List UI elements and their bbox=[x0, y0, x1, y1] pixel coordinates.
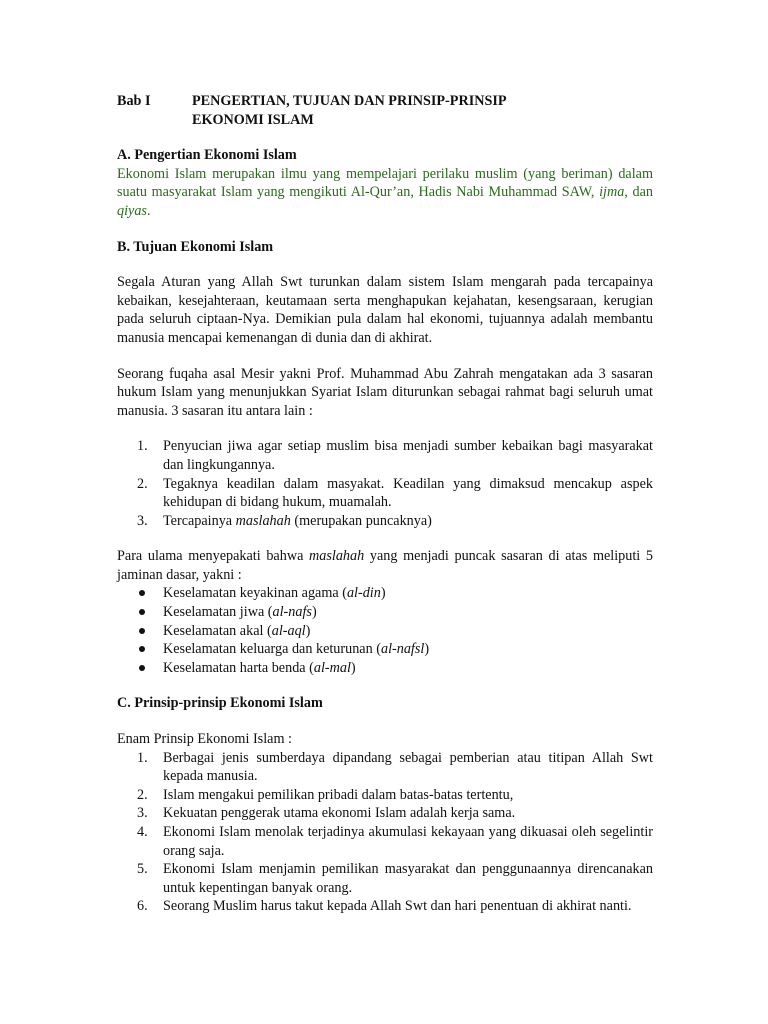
list-item bbox=[117, 786, 653, 805]
term-ijma: ijma bbox=[599, 184, 625, 201]
chapter-title bbox=[192, 92, 653, 129]
bullet-icon bbox=[139, 665, 145, 671]
bullet-pre: Keselamatan keluarga dan keturunan ( bbox=[163, 641, 381, 658]
bullet-icon bbox=[139, 628, 145, 634]
list-item bbox=[117, 804, 653, 823]
list-item bbox=[117, 749, 653, 786]
list-number: 2. bbox=[137, 475, 148, 492]
definition-text: Ekonomi Islam merupakan ilmu yang mempelajari perilaku muslim (yang beriman) dalam suatu masyarakat Islam yang mengikuti Al-Qur’an, Hadis Nabi Muhammad SAW, bbox=[117, 165, 653, 201]
jaminan-list bbox=[117, 584, 653, 677]
list-text: Seorang Muslim harus takut kepada Allah Swt dan hari penentuan di akhirat nanti. bbox=[163, 898, 632, 915]
term-maslahah: maslahah bbox=[235, 512, 291, 529]
bullet-icon bbox=[139, 590, 145, 596]
bullet-term: al-mal bbox=[313, 659, 351, 676]
para3-pre: Para ulama menyepakati bahwa bbox=[117, 548, 310, 565]
list-number: 4. bbox=[137, 824, 148, 840]
bullet-post: ) bbox=[305, 622, 311, 639]
list-text: Penyucian jiwa agar setiap muslim bisa menjadi sumber kebaikan bagi masyarakat dan lingkungannya. bbox=[163, 438, 653, 473]
bullet-term: al-nafs bbox=[272, 604, 312, 621]
bullet-post: ) bbox=[424, 641, 430, 658]
bullet-pre: Keselamatan akal ( bbox=[163, 622, 272, 639]
list-item bbox=[117, 512, 653, 531]
bullet-icon bbox=[139, 646, 145, 652]
bullet-term: al-nafsl bbox=[380, 641, 425, 658]
para3-post: yang menjadi puncak sasaran di atas meliputi 5 jaminan dasar, yakni : bbox=[117, 548, 653, 583]
list-text: Kekuatan penggerak utama ekonomi Islam adalah kerja sama. bbox=[163, 805, 516, 822]
list-text: Berbagai jenis sumberdaya dipandang sebagai pemberian atau titipan Allah Swt kepada manusia. bbox=[163, 749, 653, 785]
section-c-heading: C. Prinsip-prinsip Ekonomi Islam bbox=[117, 695, 323, 712]
bullet-pre: Keselamatan harta benda ( bbox=[163, 659, 314, 676]
list-item bbox=[117, 823, 653, 860]
list-item bbox=[117, 897, 653, 916]
bullet-icon bbox=[139, 609, 145, 615]
definition-dan: , dan bbox=[624, 184, 653, 201]
list-text: Islam mengakui pemilikan pribadi dalam batas-batas tertentu, bbox=[163, 786, 514, 803]
list-number: 1. bbox=[137, 438, 148, 455]
bullet-item bbox=[117, 584, 653, 603]
section-b-paragraph-1: Segala Aturan yang Allah Swt turunkan dalam sistem Islam mengarah pada tercapainya kebaikan, kesejahteraan, keutamaan serta menghapukan kejahatan, kesengsaraan, kerugian pada seluruh ciptaan-Nya. Demikian pula dalam hal ekonomi, tujuannya adalah membantu manusia mencapai kemenangan di dunia dan di akhirat. bbox=[117, 274, 653, 346]
list-number: 3. bbox=[137, 805, 148, 822]
bullet-post: ) bbox=[311, 604, 317, 621]
bullet-term: al-din bbox=[346, 585, 381, 602]
list-number: 5. bbox=[137, 861, 148, 878]
sasaran-list bbox=[117, 437, 653, 530]
chapter-title-line1: PENGERTIAN, TUJUAN DAN PRINSIP-PRINSIP bbox=[192, 93, 507, 109]
bullet-term: al-aql bbox=[271, 622, 306, 639]
section-c-intro: Enam Prinsip Ekonomi Islam : bbox=[117, 731, 292, 748]
list-text: Tegaknya keadilan dalam masyakat. Keadilan yang dimaksud mencakup aspek kehidupan di bidang hukum, muamalah. bbox=[163, 475, 653, 511]
term-qiyas: qiyas bbox=[117, 202, 147, 219]
bullet-item bbox=[117, 622, 653, 641]
list-text: Ekonomi Islam menjamin pemilikan masyarakat dan penggunaannya direncanakan untuk kepentingan banyak orang. bbox=[163, 861, 653, 896]
term-maslahah: maslahah bbox=[309, 548, 365, 565]
list-item bbox=[117, 437, 653, 474]
document-page bbox=[117, 92, 653, 916]
section-b-paragraph-3 bbox=[117, 547, 653, 584]
definition-end: . bbox=[146, 202, 151, 219]
bullet-item bbox=[117, 659, 653, 678]
chapter-title-line2: EKONOMI ISLAM bbox=[192, 111, 314, 128]
list-number: 6. bbox=[137, 898, 148, 915]
bullet-pre: Keselamatan keyakinan agama ( bbox=[163, 585, 347, 602]
bullet-item bbox=[117, 603, 653, 622]
list-number: 2. bbox=[137, 786, 148, 803]
list-text-pre: Tercapainya bbox=[163, 512, 236, 529]
section-a-definition bbox=[117, 165, 653, 221]
bullet-post: ) bbox=[350, 659, 356, 676]
list-number: 3. bbox=[137, 512, 148, 529]
list-item bbox=[117, 475, 653, 512]
section-a-heading: A. Pengertian Ekonomi Islam bbox=[117, 147, 297, 164]
chapter-label: Bab I bbox=[117, 93, 151, 109]
prinsip-list bbox=[117, 749, 653, 916]
chapter-heading bbox=[117, 92, 653, 129]
bullet-post: ) bbox=[380, 585, 386, 602]
list-item bbox=[117, 860, 653, 897]
list-text: Ekonomi Islam menolak terjadinya akumulasi kekayaan yang dikuasai oleh segelintir orang saja. bbox=[163, 824, 653, 859]
list-number: 1. bbox=[137, 749, 148, 766]
bullet-item bbox=[117, 640, 653, 659]
section-b-heading: B. Tujuan Ekonomi Islam bbox=[117, 238, 274, 255]
bullet-pre: Keselamatan jiwa ( bbox=[163, 604, 273, 621]
section-b-paragraph-2: Seorang fuqaha asal Mesir yakni Prof. Muhammad Abu Zahrah mengatakan ada 3 sasaran hukum Islam yang menunjukkan Syariat Islam diturunkan sebagai rahmat bagi seluruh umat manusia. 3 sasaran itu antara lain : bbox=[117, 365, 653, 419]
list-text-post: (merupakan puncaknya) bbox=[290, 512, 432, 529]
